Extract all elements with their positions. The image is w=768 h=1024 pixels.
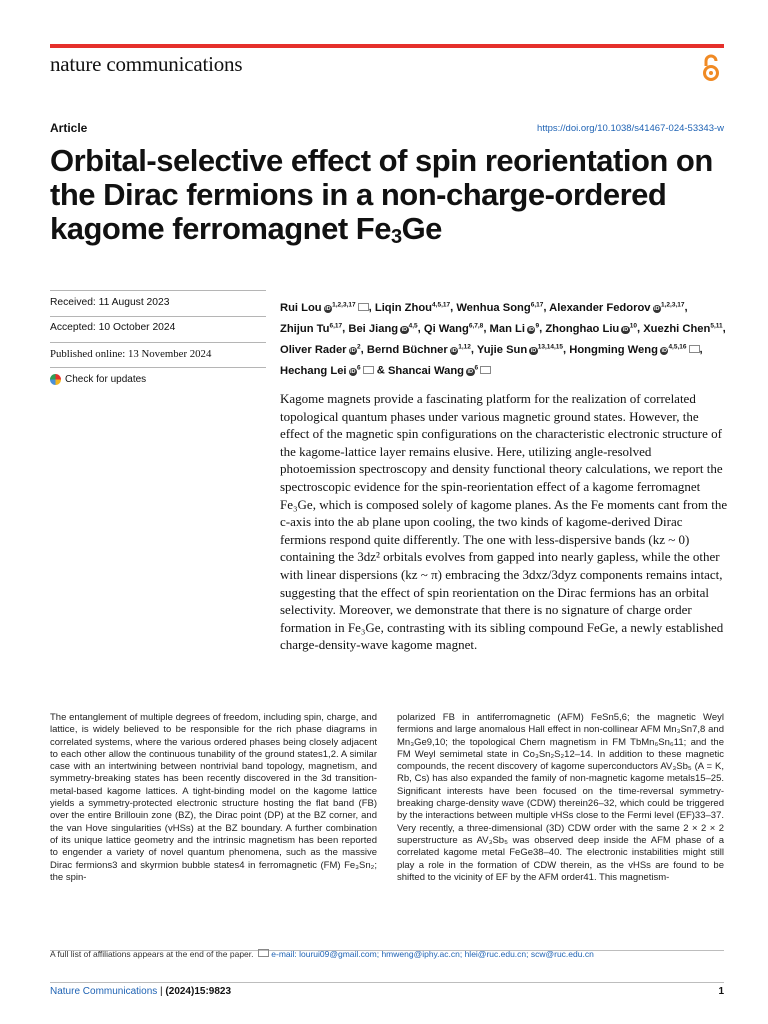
check-updates-label: Check for updates (65, 374, 147, 385)
author-name-text: Hongming Weng (569, 343, 658, 356)
body-text-right: polarized FB in antiferromagnetic (AFM) FeSn5,6; the magnetic Weyl fermions and large anomalous Hall effect in non-collinear AFM Mn₃Sn7,8 and Mn₃Ge9,10; the topological Chern magnetism in FM TbMn₆Sn₆11; and the FM Weyl semimetal state in Co₃Sn₂S₂12–14. In addition to these magnetic compounds, the recent discovery of kagome superconductors AV₃Sb₅ (A = K, Rb, Cs) has also expanded the family of non-magnetic kagome metals15–25. Significant interests have been focused on the time-reversal symmetry-breaking charge-density wave (CDW) therein26–32, which could be triggered by the interactions between multiple vHSs close to the Fermi level (EF)33–37. Very recently, a three-dimensional (3D) CDW order with the same 2 × 2 × 2 superstructure as AV₃Sb₅ was observed deep inside the AFM phase of a correlated kagome metal FeGe38–40. The electronic instabilities might still play a role in the formation of CDW therein, as the vHSs are found to be shifted to the vicinity of EF by the AFM order41. This magnetism- (397, 712, 724, 883)
doi-link[interactable]: https://doi.org/10.1038/s41467-024-53343-w (537, 123, 724, 134)
affiliation-note: A full list of affiliations appears at the end of the paper. (50, 949, 254, 959)
affiliation-superscript: 5,11 (710, 322, 723, 330)
orcid-icon[interactable]: iD (350, 368, 356, 375)
author-name-text: Oliver Rader (280, 343, 347, 356)
header-accent-bar (50, 44, 724, 48)
author-name[interactable] (280, 323, 342, 335)
footer-journal[interactable]: Nature Communications (50, 986, 158, 997)
affiliation-superscript: 1,2,3,17 (332, 301, 356, 308)
meta-divider (50, 290, 266, 291)
orcid-icon[interactable]: iD (622, 326, 629, 333)
author-name-text: Yujie Sun (476, 343, 528, 356)
author-name-text: Zhonghao Liu (545, 322, 620, 335)
mail-icon[interactable] (358, 303, 369, 311)
meta-divider (50, 367, 266, 368)
affiliation-superscript: 9 (535, 322, 540, 330)
author-name[interactable] (424, 323, 483, 335)
author-name[interactable] (388, 365, 491, 377)
affiliation-superscript: 13,14,15 (537, 343, 564, 351)
author-name[interactable] (549, 302, 684, 314)
affiliation-footnote (50, 949, 594, 959)
page-number: 1 (718, 986, 724, 997)
mail-icon[interactable] (689, 345, 700, 353)
author-name[interactable] (490, 323, 540, 335)
footer-divider (50, 982, 724, 983)
mail-icon (258, 949, 269, 957)
orcid-icon[interactable]: iD (528, 326, 534, 333)
author-name-text: Shancai Wang (387, 364, 464, 377)
author-name[interactable] (456, 302, 543, 314)
author-name[interactable] (477, 344, 563, 356)
author-name[interactable] (375, 302, 450, 314)
affiliation-superscript: 1,2,3,17 (661, 301, 685, 308)
article-title: Orbital-selective effect of spin reorientation on the Dirac fermions in a non-charge-ordered kagome ferromagnet $Fe_3Ge$ (50, 143, 713, 248)
affiliation-superscript: 6 (357, 364, 361, 372)
check-updates-icon (50, 374, 61, 385)
email-list[interactable]: e-mail: lourui09@gmail.com; hmweng@iphy.ac.cn; hlei@ruc.edu.cn; scw@ruc.edu.cn (271, 949, 594, 959)
open-access-icon[interactable] (700, 54, 722, 82)
affiliation-superscript: 4,5,16 (668, 343, 687, 351)
abstract-text: Kagome magnets provide a fascinating platform for the realization of correlated topological quantum phases under various magnetic ground states. However, the effect of the magnetic spin configurations on the characteristic electronic structure of the kagome-lattice layer remains elusive. Here, utilizing angle-resolved photoemission spectroscopy and density functional theory calculations, we report the spectroscopic evidence for the spin-reorientation effect of a kagome ferromagnet Fe₃Ge, which is composed solely of kagome planes. As the Fe moments cant from the c-axis into the ab plane upon cooling, the two kinds of kagome-derived Dirac fermions respond quite differently. The one with less-dispersive bands (kz ~ 0) containing the 3dz² orbitals evolves from gapped into nearly gapless, while the other with linear dispersions (kz ~ π) embracing the 3dxz/3dyz components remains intact, suggesting that the effect of spin reorientation on the Dirac fermions has an orbital selectivity. Moreover, we demonstrate that there is no signature of charge order formation in Fe₃Ge, contrasting with its sibling compound FeGe, a newly established charge-density-wave kagome magnet. (280, 391, 728, 653)
orcid-icon[interactable]: iD (467, 368, 473, 375)
author-name-text: Bei Jiang (348, 322, 399, 335)
author-name-text: Alexander Fedorov (549, 301, 651, 314)
orcid-icon[interactable]: iD (325, 305, 331, 312)
meta-divider (50, 316, 266, 317)
affiliation-superscript: 2 (357, 343, 361, 351)
author-name-text: Xuezhi Chen (643, 322, 711, 335)
author-name[interactable] (280, 302, 369, 314)
author-list: Rui Lou iD$^{1,2,3,17}$ , Liqin Zhou$^{4,5,17}$, Wenhua Song$^{6,17}$, Alexander Fedorov iD$^{1,2,3,17}$, Zhijun Tu$^{6,17}$, Bei Jiang iD$^{4,5}$, Qi Wang$^{6,7,8}$, Man Li $iD^9$, Zhonghao Liu $iD^{10}$, Xuezhi Chen$^{5,11}$, Oliver Rader $iD^2$, Bernd Büchner iD$^{1,12}$, Yujie Sun iD$^{13,14,15}$, Hongming Weng iD$^{4,5,16}$ , Hechang Lei $iD^6$ & Shancai Wang $iD^6$ (280, 301, 726, 377)
author-name-text: Wenhua Song (456, 301, 531, 314)
orcid-icon[interactable]: iD (350, 347, 356, 354)
author-name[interactable] (643, 323, 722, 335)
body-text-left: The entanglement of multiple degrees of freedom, including spin, charge, and lattice, is widely believed to be responsible for the rich phase diagrams in correlated systems, where the various ordered phases being closely adjacent to each other allow the continuous tunability of the ground states1,2. A similar case with an intertwining between nontrivial band topology, magnetism, and symmetry-breaking states has been recently discovered in the 3d transition-metal-based kagome lattices. A tight-binding model on the kagome lattice yields a symmetry-protected electronic structure hosting the flat band (FB) over the entire Brillouin zone (BZ), the Dirac point (DP) at the BZ corner, and the van Hove singularities (vHSs) at the BZ boundary. A further combination of its unique lattice geometry and the intrinsic magnetism has been reported to engender a variety of novel quantum phenomena, such as the massive Dirac fermions3 and skyrmion bubble states4 in ferromagnetic (FM) Fe₃Sn₂; the spin- (50, 712, 377, 883)
meta-divider (50, 342, 266, 343)
author-name-text: Liqin Zhou (374, 301, 433, 314)
affiliation-superscript: 6,7,8 (468, 322, 484, 330)
orcid-icon[interactable]: iD (451, 347, 457, 354)
author-name-text: Hechang Lei (280, 364, 347, 377)
author-name[interactable] (348, 323, 417, 335)
author-name-text: Zhijun Tu (280, 322, 330, 335)
author-name-text: Man Li (489, 322, 525, 335)
author-name[interactable] (280, 344, 361, 356)
body-column-right (397, 712, 724, 884)
received-date: Received: 11 August 2023 (50, 297, 170, 308)
mail-icon[interactable] (480, 366, 491, 374)
author-name-text: Qi Wang (423, 322, 469, 335)
abstract (280, 390, 728, 654)
footer-volume: (2024)15:9823 (165, 986, 232, 997)
mail-icon[interactable] (363, 366, 374, 374)
affiliation-superscript: 4,5,17 (432, 301, 451, 308)
affiliation-superscript: 6,17 (329, 322, 343, 330)
orcid-icon[interactable]: iD (654, 305, 660, 312)
check-for-updates-button[interactable] (50, 374, 266, 385)
affiliation-superscript: 6 (474, 364, 479, 372)
author-name[interactable] (569, 344, 699, 356)
orcid-icon[interactable]: iD (530, 347, 537, 354)
affiliation-superscript: 1,12 (458, 343, 471, 351)
affiliation-superscript: 4,5 (408, 322, 418, 330)
body-column-left (50, 712, 377, 884)
orcid-icon[interactable]: iD (401, 326, 408, 333)
orcid-icon[interactable]: iD (661, 347, 667, 354)
author-name-text: Rui Lou (280, 301, 322, 314)
author-name-text: Bernd Büchner (366, 343, 448, 356)
author-name[interactable] (280, 365, 374, 377)
affiliation-superscript: 10 (629, 322, 637, 330)
affiliation-superscript: 6,17 (530, 301, 544, 308)
footer-citation: Nature Communications | (2024)15:9823 (50, 986, 232, 997)
accepted-date: Accepted: 10 October 2024 (50, 322, 176, 333)
journal-name: nature communications (50, 52, 243, 76)
author-name[interactable] (545, 323, 637, 335)
article-type: Article (50, 121, 88, 135)
author-name[interactable] (367, 344, 471, 356)
published-date: Published online: 13 November 2024 (50, 348, 212, 360)
